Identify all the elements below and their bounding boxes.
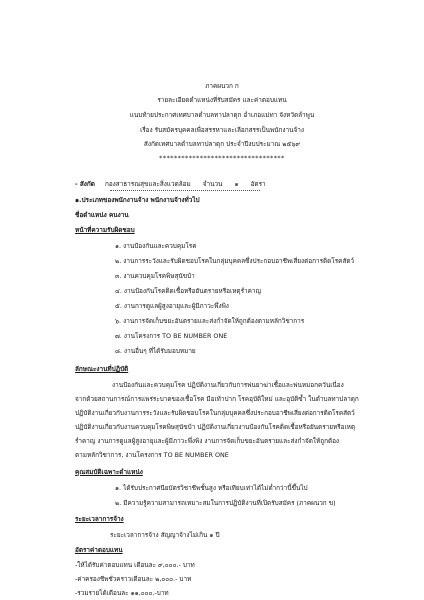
- header-line-2: แนบท้ายประกาศเทศบาลตำบลทาปลาดุก อำเภอแม่ทา จังหวัดลำพูน: [129, 111, 315, 119]
- count-value: ๑: [234, 180, 239, 188]
- job-description-line: งานป้องกันและควบคุมโรค ปฏิบัติงานเกี่ยวกับการพ่นยาฆ่าเชื้อและพ่นหมอกควันเนื่อง: [112, 381, 344, 389]
- compensation-line: -ให้ได้รับค่าตอบแทน เดือนละ ๙,๐๐๐.- บาท: [75, 561, 195, 569]
- duty-item: ๓. งานควบคุมโรคพิษสุนัขบ้า: [115, 272, 195, 280]
- qualification-item: ๒. มีความรู้ความสามารถเหมาะสมในการปฏิบัติงานที่เปิดรับสมัคร (ภาคผนวก ข): [115, 499, 336, 507]
- affiliation-label: - สังกัด: [75, 180, 95, 188]
- duty-item: ๕. งานการดูแลผู้สูงอายุและผู้มีภาวะพึ่งพิง: [115, 302, 229, 310]
- compensation-line: -ค่าครองชีพชั่วคราวเดือนละ ๒,๐๐๐.- บาท: [75, 575, 192, 583]
- header-line-1: รายละเอียดตำแหน่งที่รับสมัคร และค่าตอบแทน: [157, 96, 287, 104]
- annex-label: ภาคผนวก ก: [205, 82, 239, 90]
- job-description-line: จากด้วยสถานการณ์การแพร่ระบาดของเชื้อโรค มือเท้าปาก โรคอุบัติใหม่ และอุบัติซ้ำ ในตำบลทาปลาดุก: [75, 395, 359, 403]
- employment-period-heading: ระยะเวลาการจ้าง: [75, 515, 124, 523]
- duty-item: ๔. งานป้องกันโรคติดเชื้อหรือยันตรายหรือเหตุรำคาญ: [115, 287, 261, 295]
- job-description-line: รำคาญ งานการดูแลผู้สูงอายุและผู้มีภาวะพึ่งพิง งานการจัดเก็บขยะอันตรายและส่งกำจัดให้ถูกต้อง: [75, 437, 340, 445]
- duty-item: ๒. งานการระวังและรับผิดชอบโรคในกลุ่มบุคคลซึ่งประกอบอาชีพเสี่ยงต่อการติดโรคสัตว์: [115, 257, 355, 265]
- header-line-3: เรื่อง รับสมัครบุคคลเพื่อสรรหาและเลือกสรรเป็นพนักงานจ้าง: [140, 126, 304, 134]
- count-label: จำนวน: [202, 180, 223, 188]
- duties-heading: หน้าที่ความรับผิดชอบ: [75, 226, 135, 234]
- job-description-line: ปฏิบัติงานเกี่ยวกับงานควบคุมโรคพิษสุนัขบ้า ปฏิบัติงานเกี่ยวงานป้องกันโรคติดเชื้อหรือยันตรายหรือเหตุ: [75, 423, 355, 431]
- duty-item: ๘. งานอื่นๆ ที่ได้รับมอบหมาย: [115, 347, 196, 355]
- header-line-4: สังกัดเทศบาลตำบลทาปลาดุก ประจำปีงบประมาณ ๒๕๖๙: [143, 140, 301, 148]
- affiliation-row: [75, 180, 266, 188]
- job-description-heading: ลักษณะงานที่ปฏิบัติ: [75, 365, 129, 373]
- qualifications-heading: คุณสมบัติเฉพาะตำแหน่ง: [75, 468, 143, 476]
- position-name: ชื่อตำแหน่ง คนงาน: [75, 211, 129, 219]
- job-description-line: ปฏิบัติงานเกี่ยวกับงานการระวังและรับผิดชอบโรคในกลุ่มบุคคลซึ่งประกอบอาชีพเสี่ยงต่อการติดโรคสัตว์: [75, 409, 355, 417]
- star-divider: **********************************: [159, 154, 285, 162]
- affiliation-underline: [110, 190, 260, 191]
- compensation-heading: อัตราค่าตอบแทน: [75, 546, 123, 554]
- employee-type: ๑.ประเภทของพนักงานจ้าง พนักงานจ้างทั่วไป: [75, 196, 200, 204]
- compensation-line: -รวมรายได้เดือนละ ๑๑,๐๐๐.-บาท: [75, 589, 169, 597]
- affiliation-value: กองสาธารณสุขและสิ่งแวดล้อม: [104, 180, 191, 188]
- duty-item: ๗. งานโครงการ TO BE NUMBER ONE: [115, 332, 228, 340]
- count-unit: อัตรา: [250, 180, 266, 188]
- qualification-item: ๑. ได้รับประกาศนียบัตรวิชาชีพชั้นสูง หรือเทียบเท่าได้ไม่ต่ำกว่านี้ขึ้นไป: [115, 484, 308, 492]
- job-description-line: ตามหลักวิชาการ, งานโครงการ TO BE NUMBER ONE: [75, 451, 229, 459]
- duty-item: ๑. งานป้องกันและควบคุมโรค: [115, 242, 197, 250]
- employment-period-text: ระยะเวลาการจ้าง สัญญาจ้างไม่เกิน ๑ ปี: [110, 531, 220, 539]
- duty-item: ๖. งานการจัดเก็บขยะอันตรายและส่งกำจัดให้ถูกต้องตามหลักวิชาการ: [115, 317, 305, 325]
